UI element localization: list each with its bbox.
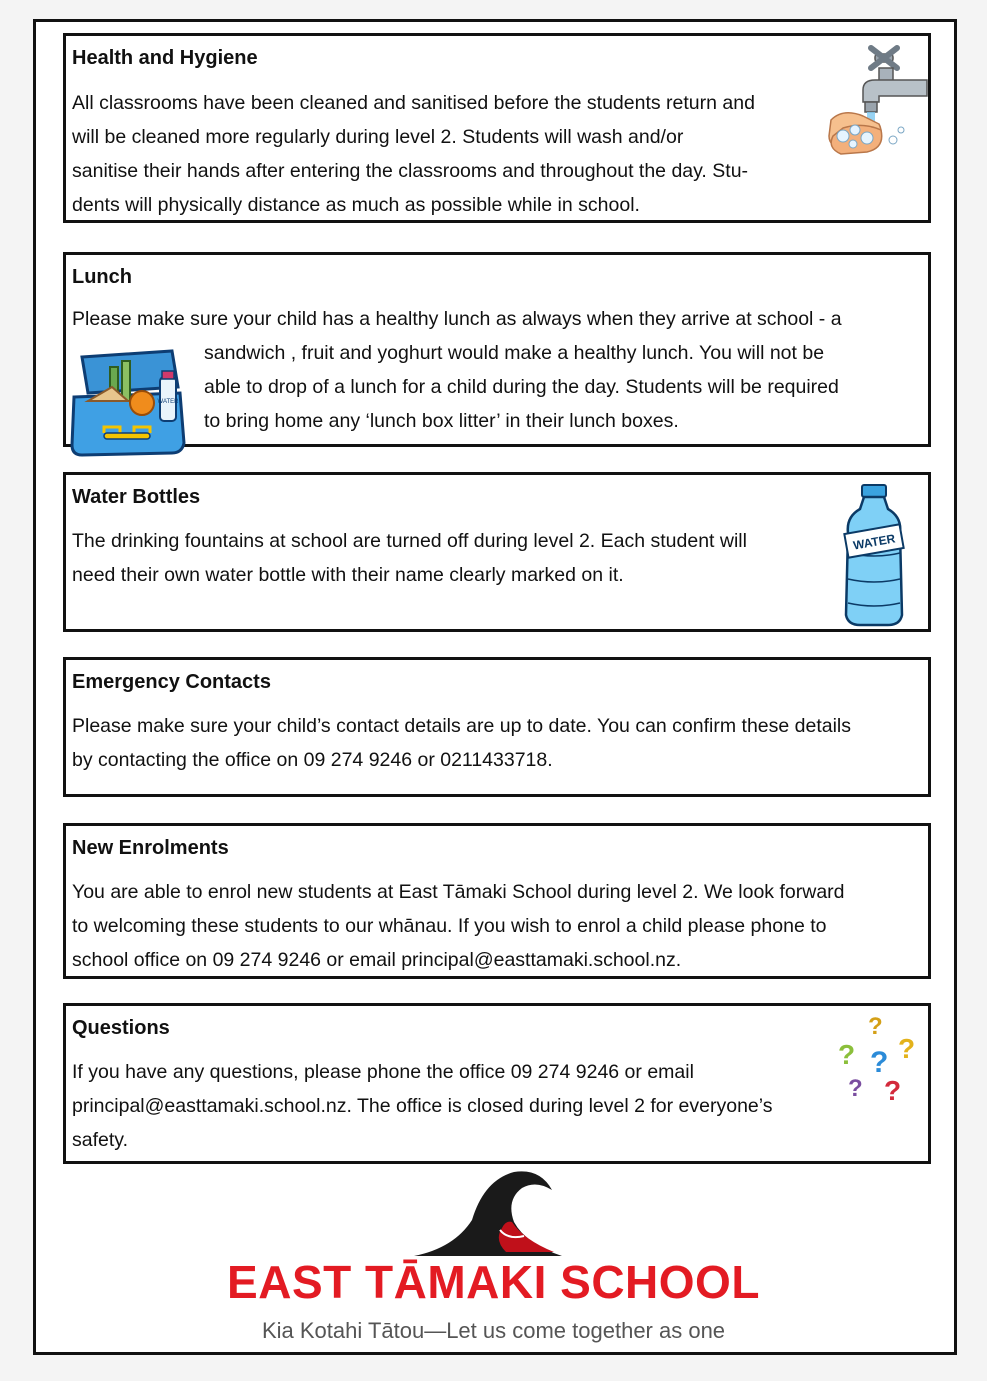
school-motto: Kia Kotahi Tātou—Let us come together as one [261, 1318, 726, 1343]
section-text-line: principal@easttamaki.school.nz. The office is closed during level 2 for everyone’s [72, 1095, 773, 1117]
section-title: Questions [72, 1017, 170, 1039]
lunchbox-label: WATER [157, 399, 179, 405]
section-text-line: sandwich , fruit and yoghurt would make a healthy lunch. You will not be [204, 342, 825, 364]
section-title: Lunch [72, 266, 132, 288]
svg-text:?: ? [868, 1013, 883, 1040]
section-text-line: Please make sure your child’s contact details are up to date. You can confirm these details [72, 715, 852, 737]
section-text-line: sanitise their hands after entering the classrooms and throughout the day. Stu- [72, 160, 749, 182]
section-text-line: The drinking fountains at school are turned off during level 2. Each student will [72, 530, 747, 552]
section-text-line: will be cleaned more regularly during level 2. Students will wash and/or [72, 126, 684, 148]
section-text-line: All classrooms have been cleaned and sanitised before the students return and [72, 92, 755, 114]
section-emergency-contacts [63, 657, 931, 797]
section-text-line: You are able to enrol new students at East Tāmaki School during level 2. We look forward [72, 881, 845, 903]
section-title: Health and Hygiene [72, 47, 258, 69]
svg-text:?: ? [870, 1046, 889, 1079]
water-bottle-icon [838, 483, 910, 629]
section-new-enrolments [63, 823, 931, 979]
section-text-line: If you have any questions, please phone the office 09 274 9246 or email [72, 1061, 694, 1083]
section-water-bottles [63, 472, 931, 632]
lunchbox-icon [68, 347, 194, 461]
section-title: New Enrolments [72, 837, 229, 859]
svg-text:?: ? [898, 1033, 916, 1064]
section-questions [63, 1003, 931, 1164]
section-text-line: to welcoming these students to our whānau. If you wish to enrol a child please phone to [72, 915, 827, 937]
section-text-line: need their own water bottle with their name clearly marked on it. [72, 564, 624, 586]
section-text-line: Please make sure your child has a healthy lunch as always when they arrive at school - a [72, 308, 842, 330]
handwashing-tap-icon [823, 40, 929, 162]
school-name: EAST TĀMAKI SCHOOL [227, 1256, 760, 1308]
section-title: Emergency Contacts [72, 671, 271, 693]
section-title: Water Bottles [72, 486, 201, 508]
section-text-line: to bring home any ‘lunch box litter’ in their lunch boxes. [204, 410, 679, 432]
question-marks-icon [832, 1008, 924, 1108]
section-lunch [63, 252, 931, 447]
bottle-label: WATER [852, 531, 897, 553]
section-text-line: able to drop of a lunch for a child during the day. Students will be required [204, 376, 839, 398]
svg-text:?: ? [884, 1075, 902, 1106]
section-text-line: safety. [72, 1129, 128, 1151]
svg-text:?: ? [838, 1039, 856, 1070]
section-text-line: dents will physically distance as much as possible while in school. [72, 194, 640, 216]
section-text-line: school office on 09 274 9246 or email principal@easttamaki.school.nz. [72, 949, 682, 971]
svg-text:?: ? [848, 1075, 863, 1102]
section-health-hygiene [63, 33, 931, 223]
section-text-line: by contacting the office on 09 274 9246 or 0211433718. [72, 749, 553, 771]
school-logo-icon [414, 1170, 564, 1258]
